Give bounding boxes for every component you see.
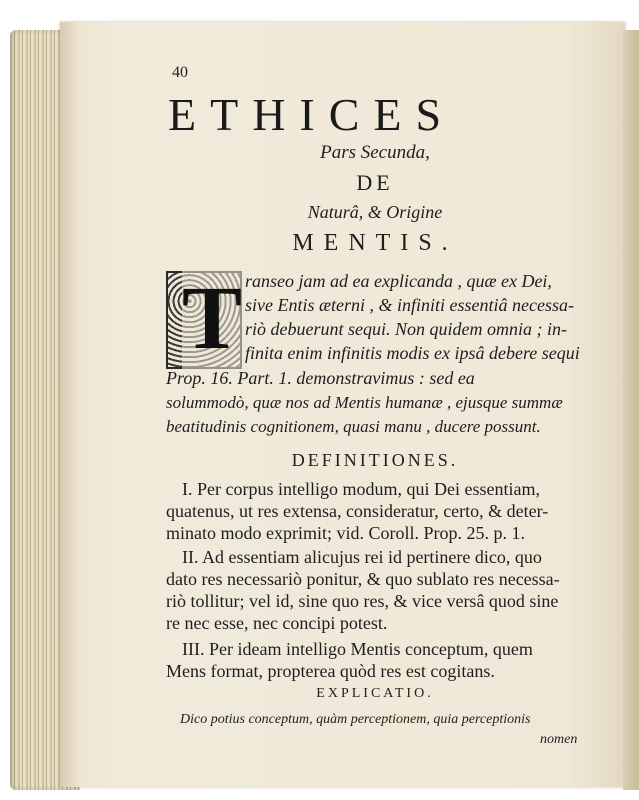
explicatio-catchword: nomen <box>540 732 578 747</box>
facing-page-edge <box>623 30 639 790</box>
subtitle: Pars Secunda, <box>320 142 430 163</box>
def2-line-4: re nec esse, nec concipi potest. <box>166 613 388 633</box>
intro-line-7: beatitudinis cognitionem, quasi manu , ducere possunt. <box>166 417 541 436</box>
def3-line-1: III. Per ideam intelligo Mentis conceptum, quem <box>182 639 533 659</box>
dropcap-letter: T <box>182 269 243 368</box>
intro-line-4: finita enim infinitis modis ex ipsâ debere sequi <box>245 343 580 363</box>
def2-line-1: II. Ad essentiam alicujus rei id pertinere dico, quo <box>182 547 542 567</box>
intro-line-5: Prop. 16. Part. 1. demonstravimus : sed ea <box>166 368 475 388</box>
def1-line-2: quatenus, ut res extensa, consideratur, certo, & deter- <box>166 501 549 521</box>
def3-line-2: Mens format, propterea quòd res est cogitans. <box>166 661 495 681</box>
definitiones-heading: DEFINITIONES. <box>291 450 459 470</box>
page-title: ETHICES <box>168 89 456 140</box>
heading-mentis: MENTIS. <box>292 230 458 256</box>
intro-line-2: sive Entis æterni , & infiniti essentiâ necessa- <box>245 295 574 315</box>
heading-de: DE <box>356 170 394 195</box>
page-number: 40 <box>172 64 188 81</box>
explicatio-heading: EXPLICATIO. <box>316 686 434 701</box>
explicatio-line-1: Dico potius conceptum, quàm perceptionem, quia perceptionis <box>180 712 531 727</box>
decorated-initial <box>166 271 242 369</box>
def2-line-3: riò tollitur; vel id, sine quo res, & vice versâ quod sine <box>166 591 559 611</box>
def1-line-1: I. Per corpus intelligo modum, qui Dei essentiam, <box>182 479 540 499</box>
def1-line-3: minato modo exprimit; vid. Coroll. Prop. 25. p. 1. <box>166 523 525 543</box>
intro-line-3: riò debuerunt sequi. Non quidem omnia ; in- <box>245 319 567 339</box>
intro-line-1: ranseo jam ad ea explicanda , quæ ex Dei, <box>245 271 552 291</box>
heading-natura: Naturâ, & Origine <box>307 202 443 222</box>
intro-line-6: solummodò, quæ nos ad Mentis humanæ , ejusque summæ <box>166 393 563 412</box>
def2-line-2: dato res necessariò ponitur, & quo sublato res necessa- <box>166 569 560 589</box>
